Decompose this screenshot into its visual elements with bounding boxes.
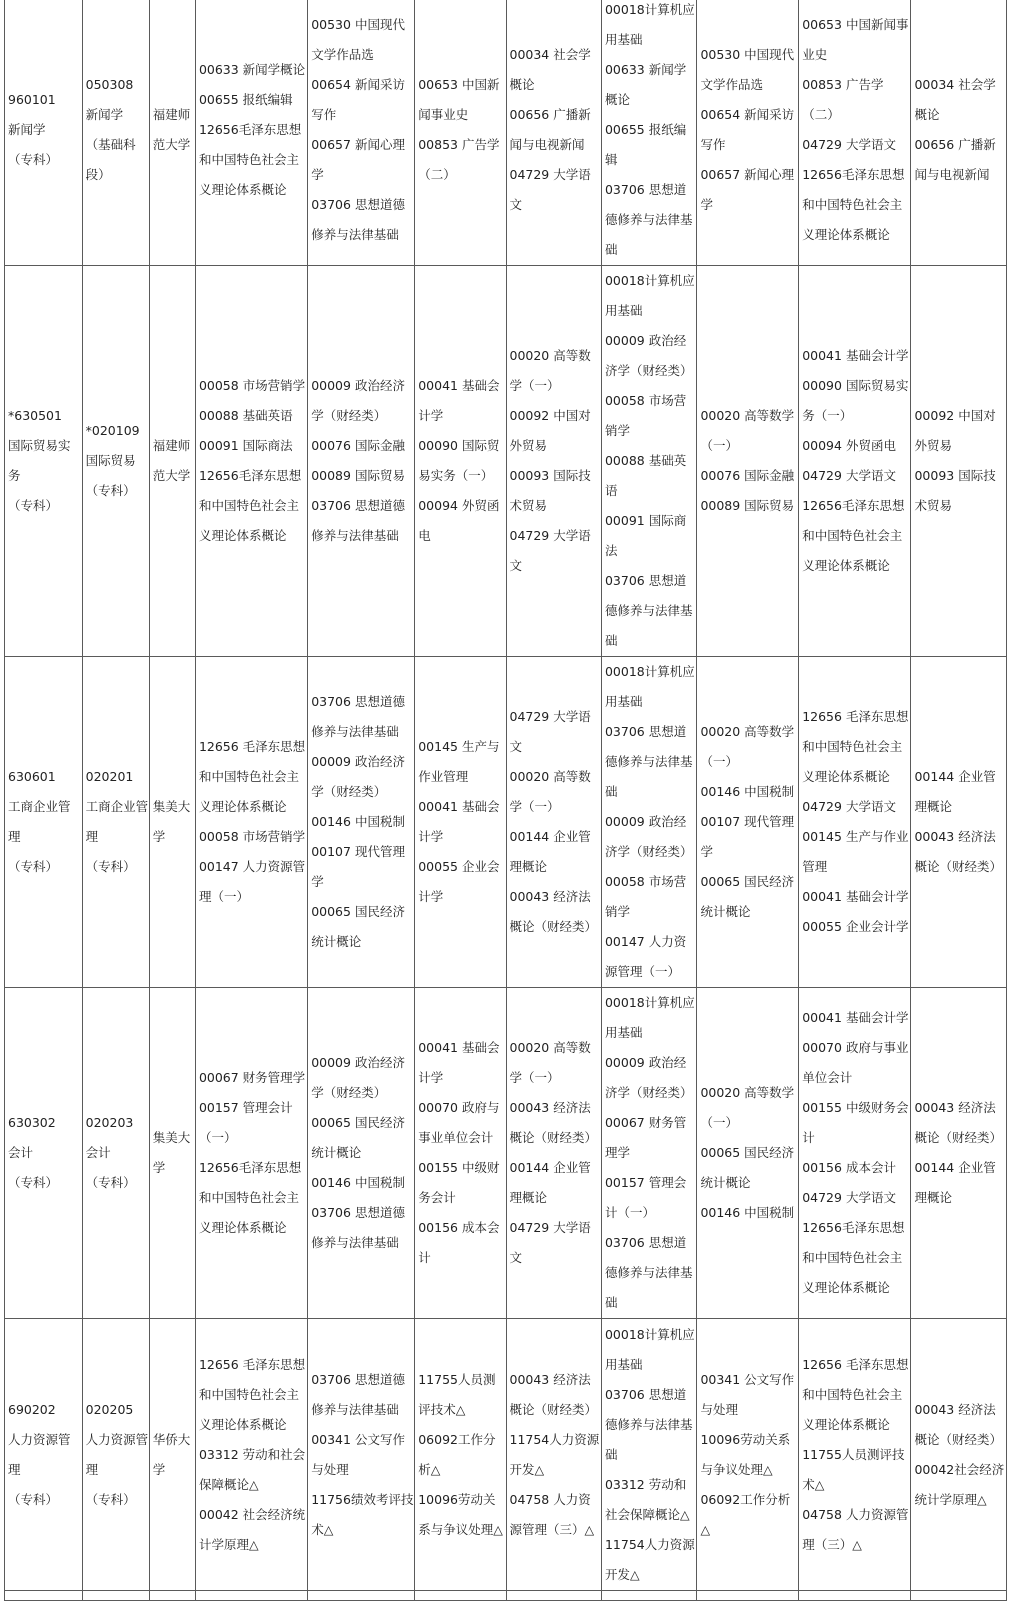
cell-line: （基础科段）: [85, 137, 136, 182]
cell-line: 00107 现代管理学: [311, 844, 405, 889]
cell-line: 00341 公文写作与处理: [700, 1371, 795, 1417]
school-cell: [149, 0, 195, 266]
period-col-4: [308, 0, 415, 266]
cell-line: 11756绩效考评技术△: [311, 1491, 414, 1537]
cell-line: 00633 新闻学概论: [604, 62, 687, 107]
cell-line: 00093 国际技术贸易: [914, 468, 996, 513]
cell-line: 00155 中级财务会计: [802, 1100, 909, 1145]
period-col-7: [601, 0, 696, 266]
cell-line: 00009 政治经济学（财经类）: [311, 378, 405, 423]
period-col-9: [799, 0, 911, 266]
period-col-3: [195, 0, 307, 266]
period-col-8: [697, 1319, 799, 1591]
cell-line: （专科）: [85, 1491, 136, 1507]
cell-line: 00633 新闻学概论: [198, 62, 306, 77]
cell-line: 00009 政治经济学（财经类）: [311, 754, 405, 799]
cell-line: 12656 毛泽东思想和中国特色社会主义理论体系概论: [802, 1356, 909, 1432]
cell-line: 00147 人力资源管理（一）: [604, 934, 687, 979]
cell-line: 04729 大学语文: [509, 709, 591, 754]
table-row-tail: [5, 1591, 1007, 1601]
cell-line: 福建师范大学: [152, 107, 191, 152]
cell-line: 00145 生产与作业管理: [802, 829, 909, 874]
period-col-8: [697, 266, 799, 657]
period-col-8: [697, 988, 799, 1319]
cell-line: 03312 劳动和社会保障概论△: [198, 1446, 306, 1492]
cell-line: 00654 新闻采访写作: [311, 77, 405, 122]
period-col-7: [601, 988, 696, 1319]
school-cell: [149, 1319, 195, 1591]
cell-line: 会计: [85, 1145, 111, 1160]
period-col-4: [308, 1319, 415, 1591]
cell-line: 00145 生产与作业管理: [418, 739, 500, 784]
period-col-6: [506, 657, 601, 988]
cell-line: 人力资源管理: [85, 1431, 149, 1477]
period-col-6: [506, 0, 601, 266]
cell-line: 00041 基础会计学: [418, 799, 500, 844]
cell-line: 00146 中国税制: [311, 814, 405, 829]
cell-line: 960101: [8, 92, 56, 107]
period-col-10: [911, 657, 1007, 988]
period-col-10: [911, 0, 1007, 266]
cell-line: 020205: [85, 1401, 134, 1417]
cell-line: 新闻学: [85, 107, 124, 122]
cell-line: 00657 新闻心理学: [700, 167, 795, 212]
cell-line: 华侨大学: [152, 1431, 191, 1477]
cell-line: 工商企业管理: [8, 799, 71, 844]
cell-line: 04758 人力资源管理（三）△: [509, 1491, 595, 1537]
cell-line: 00656 广播新闻与电视新闻: [914, 137, 996, 182]
cell-line: 04729 大学语文: [509, 167, 591, 212]
cell-line: 00090 国际贸易实务（一）: [418, 438, 500, 483]
cell-line: 00043 经济法概论（财经类）: [509, 1371, 598, 1417]
period-col-10: [911, 988, 1007, 1319]
cell-line: 00034 社会学概论: [914, 77, 996, 122]
cell-line: 00653 中国新闻事业史: [418, 77, 500, 122]
cell-line: 00043 经济法概论（财经类）: [914, 1401, 1002, 1447]
cell-line: 新闻学: [8, 122, 46, 137]
cell-line: 10096劳动关系与争议处理△: [418, 1491, 503, 1537]
cell-line: 00065 国民经济统计概论: [311, 904, 405, 949]
cell-line: 04758 人力资源管理（三）△: [802, 1506, 909, 1552]
cell-line: 00092 中国对外贸易: [509, 408, 591, 453]
period-col-7: [601, 266, 696, 657]
cell-line: *630501: [8, 408, 62, 423]
period-col-10: [911, 266, 1007, 657]
cell-line: 00653 中国新闻事业史: [802, 17, 909, 62]
cell-line: 00091 国际商法: [198, 438, 293, 453]
cell-line: 00146 中国税制: [311, 1175, 405, 1190]
cell-line: 00020 高等数学（一）: [509, 769, 591, 814]
major-code-cell: [5, 1319, 83, 1591]
cell-line: 04729 大学语文: [802, 1190, 896, 1205]
period-col-8: [697, 657, 799, 988]
cell-line: 00656 广播新闻与电视新闻: [509, 107, 591, 152]
cell-line: 00093 国际技术贸易: [509, 468, 591, 513]
period-col-5: [415, 988, 506, 1319]
exam-schedule-table: [4, 0, 1007, 1601]
period-col-3: [195, 657, 307, 988]
cell-line: *020109: [85, 423, 140, 438]
cell-line: 00055 企业会计学: [418, 859, 500, 904]
cell-line: 03706 思想道德修养与法律基础: [604, 1235, 693, 1310]
period-col-7: [601, 1319, 696, 1591]
cell-line: 00076 国际金融: [700, 468, 795, 483]
cell-line: 00043 经济法概论（财经类）: [914, 1100, 1002, 1145]
cell-line: 03706 思想道德修养与法律基础: [604, 724, 693, 799]
cell-line: 12656 毛泽东思想和中国特色社会主义理论体系概论: [198, 739, 306, 814]
period-col-5: [415, 0, 506, 266]
cell-line: 00157 管理会计（一）: [198, 1100, 293, 1145]
cell-line: （专科）: [8, 859, 59, 874]
cell-line: 00088 基础英语: [198, 408, 293, 423]
cell-line: 工商企业管理: [85, 799, 149, 844]
cell-line: 00020 高等数学（一）: [509, 1040, 591, 1085]
cell-line: 00018计算机应用基础: [604, 1326, 695, 1372]
cell-line: 00018计算机应用基础: [604, 2, 695, 47]
major-code-cell: [5, 988, 83, 1319]
cell-line: 04729 大学语文: [802, 468, 896, 483]
period-col-5: [415, 657, 506, 988]
cell-line: 03706 思想道德修养与法律基础: [311, 197, 405, 242]
cell-line: 11754人力资源开发△: [604, 1536, 695, 1582]
cell-line: 00020 高等数学（一）: [700, 408, 795, 453]
cell-line: 00041 基础会计学: [418, 1040, 500, 1085]
cell-line: 00041 基础会计学: [802, 889, 909, 904]
table-row: [5, 657, 1007, 988]
period-col-3: [195, 1319, 307, 1591]
period-col-9: [799, 657, 911, 988]
cell-line: 12656 毛泽东思想和中国特色社会主义理论体系概论: [802, 709, 909, 784]
cell-line: 00020 高等数学（一）: [700, 724, 795, 769]
cell-line: 00655 报纸编辑: [604, 122, 687, 167]
major-name-cell: [82, 988, 149, 1319]
major-name-cell: [82, 266, 149, 657]
cell-line: 00156 成本会计: [418, 1220, 500, 1265]
cell-line: 06092工作分析△: [700, 1491, 791, 1537]
cell-line: 00041 基础会计学: [418, 378, 500, 423]
cell-line: 00853 广告学（二）: [418, 137, 500, 182]
cell-line: 03706 思想道德修养与法律基础: [604, 182, 693, 257]
cell-line: （专科）: [85, 1175, 136, 1190]
cell-line: 00058 市场营销学: [198, 378, 306, 393]
cell-line: 福建师范大学: [152, 438, 191, 483]
cell-line: 00055 企业会计学: [802, 919, 909, 934]
period-col-9: [799, 988, 911, 1319]
cell-line: 020203: [85, 1115, 134, 1130]
cell-line: 人力资源管理: [8, 1431, 71, 1477]
cell-line: 国际贸易实务: [8, 438, 71, 483]
cell-line: 11755人员测评技术△: [418, 1371, 496, 1417]
cell-line: 630601: [8, 769, 56, 784]
cell-line: （专科）: [8, 498, 59, 513]
major-name-cell: [82, 1319, 149, 1591]
cell-line: 00043 经济法概论（财经类）: [509, 1100, 598, 1145]
cell-line: 12656毛泽东思想和中国特色社会主义理论体系概论: [198, 122, 302, 197]
major-name-cell: [82, 0, 149, 266]
table-row: [5, 266, 1007, 657]
cell-line: 00088 基础英语: [604, 453, 687, 498]
cell-line: 00094 外贸函电: [418, 498, 500, 543]
period-col-6: [506, 266, 601, 657]
period-col-4: [308, 988, 415, 1319]
cell-line: 03706 思想道德修养与法律基础: [311, 694, 405, 739]
cell-line: 12656毛泽东思想和中国特色社会主义理论体系概论: [802, 1220, 905, 1295]
cell-line: 00076 国际金融: [311, 438, 405, 453]
period-col-9: [799, 1319, 911, 1591]
cell-line: 00144 企业管理概论: [914, 1160, 996, 1205]
period-col-3: [195, 266, 307, 657]
cell-line: 00107 现代管理学: [700, 814, 795, 859]
cell-line: 国际贸易: [85, 453, 136, 468]
major-name-cell: [82, 657, 149, 988]
cell-line: 020201: [85, 769, 134, 784]
cell-line: （专科）: [8, 1491, 59, 1507]
cell-line: 00018计算机应用基础: [604, 664, 695, 709]
cell-line: 00067 财务管理学: [604, 1115, 687, 1160]
cell-line: 03706 思想道德修养与法律基础: [311, 1371, 405, 1417]
cell-line: 690202: [8, 1401, 56, 1417]
cell-line: 03706 思想道德修养与法律基础: [604, 573, 693, 648]
period-col-4: [308, 657, 415, 988]
cell-line: 12656毛泽东思想和中国特色社会主义理论体系概论: [802, 498, 905, 573]
period-col-8: [697, 0, 799, 266]
cell-line: （专科）: [8, 1175, 59, 1190]
cell-line: 03706 思想道德修养与法律基础: [311, 1205, 405, 1250]
cell-line: 集美大学: [152, 799, 191, 844]
cell-line: 03312 劳动和社会保障概论△: [604, 1476, 690, 1522]
period-col-4: [308, 266, 415, 657]
cell-line: （专科）: [8, 152, 59, 167]
period-col-5: [415, 266, 506, 657]
cell-line: 00043 经济法概论（财经类）: [914, 829, 1002, 874]
cell-line: 00654 新闻采访写作: [700, 107, 795, 152]
cell-line: 00020 高等数学（一）: [509, 348, 591, 393]
major-code-cell: [5, 657, 83, 988]
cell-line: 04729 大学语文: [509, 528, 591, 573]
period-col-3: [195, 988, 307, 1319]
cell-line: 00042 社会经济统计学原理△: [198, 1506, 306, 1552]
cell-line: 00058 市场营销学: [604, 393, 687, 438]
period-col-6: [506, 1319, 601, 1591]
cell-line: 00144 企业管理概论: [509, 829, 591, 874]
cell-line: 050308: [85, 77, 134, 92]
cell-line: 00144 企业管理概论: [914, 769, 996, 814]
cell-line: 00065 国民经济统计概论: [311, 1115, 405, 1160]
cell-line: 00157 管理会计（一）: [604, 1175, 687, 1220]
major-code-cell: [5, 266, 83, 657]
cell-line: 00089 国际贸易: [700, 498, 795, 513]
cell-line: 00530 中国现代文学作品选: [311, 17, 405, 62]
cell-line: 00090 国际贸易实务（一）: [802, 378, 909, 423]
cell-line: 00009 政治经济学（财经类）: [604, 1055, 693, 1100]
cell-line: 10096劳动关系与争议处理△: [700, 1431, 791, 1477]
cell-line: 04729 大学语文: [802, 137, 896, 152]
cell-line: 00146 中国税制: [700, 784, 795, 799]
cell-line: 12656 毛泽东思想和中国特色社会主义理论体系概论: [198, 1356, 306, 1432]
cell-line: 00146 中国税制: [700, 1205, 795, 1220]
cell-line: 12656毛泽东思想和中国特色社会主义理论体系概论: [198, 1160, 302, 1235]
cell-line: 00034 社会学概论: [509, 47, 591, 92]
cell-line: 00009 政治经济学（财经类）: [604, 814, 693, 859]
cell-line: 00058 市场营销学: [198, 829, 306, 844]
cell-line: 04729 大学语文: [509, 1220, 591, 1265]
cell-line: 00094 外贸函电: [802, 438, 896, 453]
period-col-5: [415, 1319, 506, 1591]
cell-line: 00041 基础会计学: [802, 348, 909, 363]
cell-line: 00058 市场营销学: [604, 874, 687, 919]
table-row: [5, 1319, 1007, 1591]
cell-line: 00092 中国对外贸易: [914, 408, 996, 453]
period-col-7: [601, 657, 696, 988]
cell-line: 00657 新闻心理学: [311, 137, 405, 182]
cell-line: 00009 政治经济学（财经类）: [604, 333, 693, 378]
cell-line: 集美大学: [152, 1130, 191, 1175]
cell-line: 会计: [8, 1145, 34, 1160]
cell-line: 630302: [8, 1115, 56, 1130]
cell-line: 00065 国民经济统计概论: [700, 874, 795, 919]
cell-line: 00070 政府与事业单位会计: [802, 1040, 909, 1085]
school-cell: [149, 988, 195, 1319]
cell-line: 00043 经济法概论（财经类）: [509, 889, 598, 934]
cell-line: 00070 政府与事业单位会计: [418, 1100, 500, 1145]
cell-line: 00155 中级财务会计: [418, 1160, 500, 1205]
school-cell: [149, 266, 195, 657]
cell-line: 03706 思想道德修养与法律基础: [311, 498, 405, 543]
cell-line: 00067 财务管理学: [198, 1070, 306, 1085]
cell-line: 00341 公文写作与处理: [311, 1431, 405, 1477]
table-row: [5, 0, 1007, 266]
cell-line: 12656毛泽东思想和中国特色社会主义理论体系概论: [198, 468, 302, 543]
cell-line: 00530 中国现代文学作品选: [700, 47, 795, 92]
cell-line: 00144 企业管理概论: [509, 1160, 591, 1205]
cell-line: 00147 人力资源管理（一）: [198, 859, 306, 904]
table-row: [5, 988, 1007, 1319]
cell-line: 00042社会经济统计学原理△: [914, 1461, 1005, 1507]
cell-line: 03706 思想道德修养与法律基础: [604, 1386, 693, 1462]
cell-line: 11754人力资源开发△: [509, 1431, 600, 1477]
cell-line: 00009 政治经济学（财经类）: [311, 1055, 405, 1100]
cell-line: 00065 国民经济统计概论: [700, 1145, 795, 1190]
period-col-6: [506, 988, 601, 1319]
major-code-cell: [5, 0, 83, 266]
cell-line: 00091 国际商法: [604, 513, 687, 558]
period-col-10: [911, 1319, 1007, 1591]
cell-line: 00089 国际贸易: [311, 468, 405, 483]
cell-line: 12656毛泽东思想和中国特色社会主义理论体系概论: [802, 167, 905, 242]
cell-line: 00853 广告学（二）: [802, 77, 884, 122]
cell-line: 11755人员测评技术△: [802, 1446, 905, 1492]
cell-line: 00020 高等数学（一）: [700, 1085, 795, 1130]
cell-line: 04729 大学语文: [802, 799, 896, 814]
cell-line: （专科）: [85, 483, 136, 498]
cell-line: 00156 成本会计: [802, 1160, 896, 1175]
cell-line: （专科）: [85, 859, 136, 874]
school-cell: [149, 657, 195, 988]
cell-line: 00041 基础会计学: [802, 1010, 909, 1025]
period-col-9: [799, 266, 911, 657]
cell-line: 00018计算机应用基础: [604, 995, 695, 1040]
cell-line: 00655 报纸编辑: [198, 92, 293, 107]
cell-line: 06092工作分析△: [418, 1431, 496, 1477]
cell-line: 00018计算机应用基础: [604, 273, 695, 318]
